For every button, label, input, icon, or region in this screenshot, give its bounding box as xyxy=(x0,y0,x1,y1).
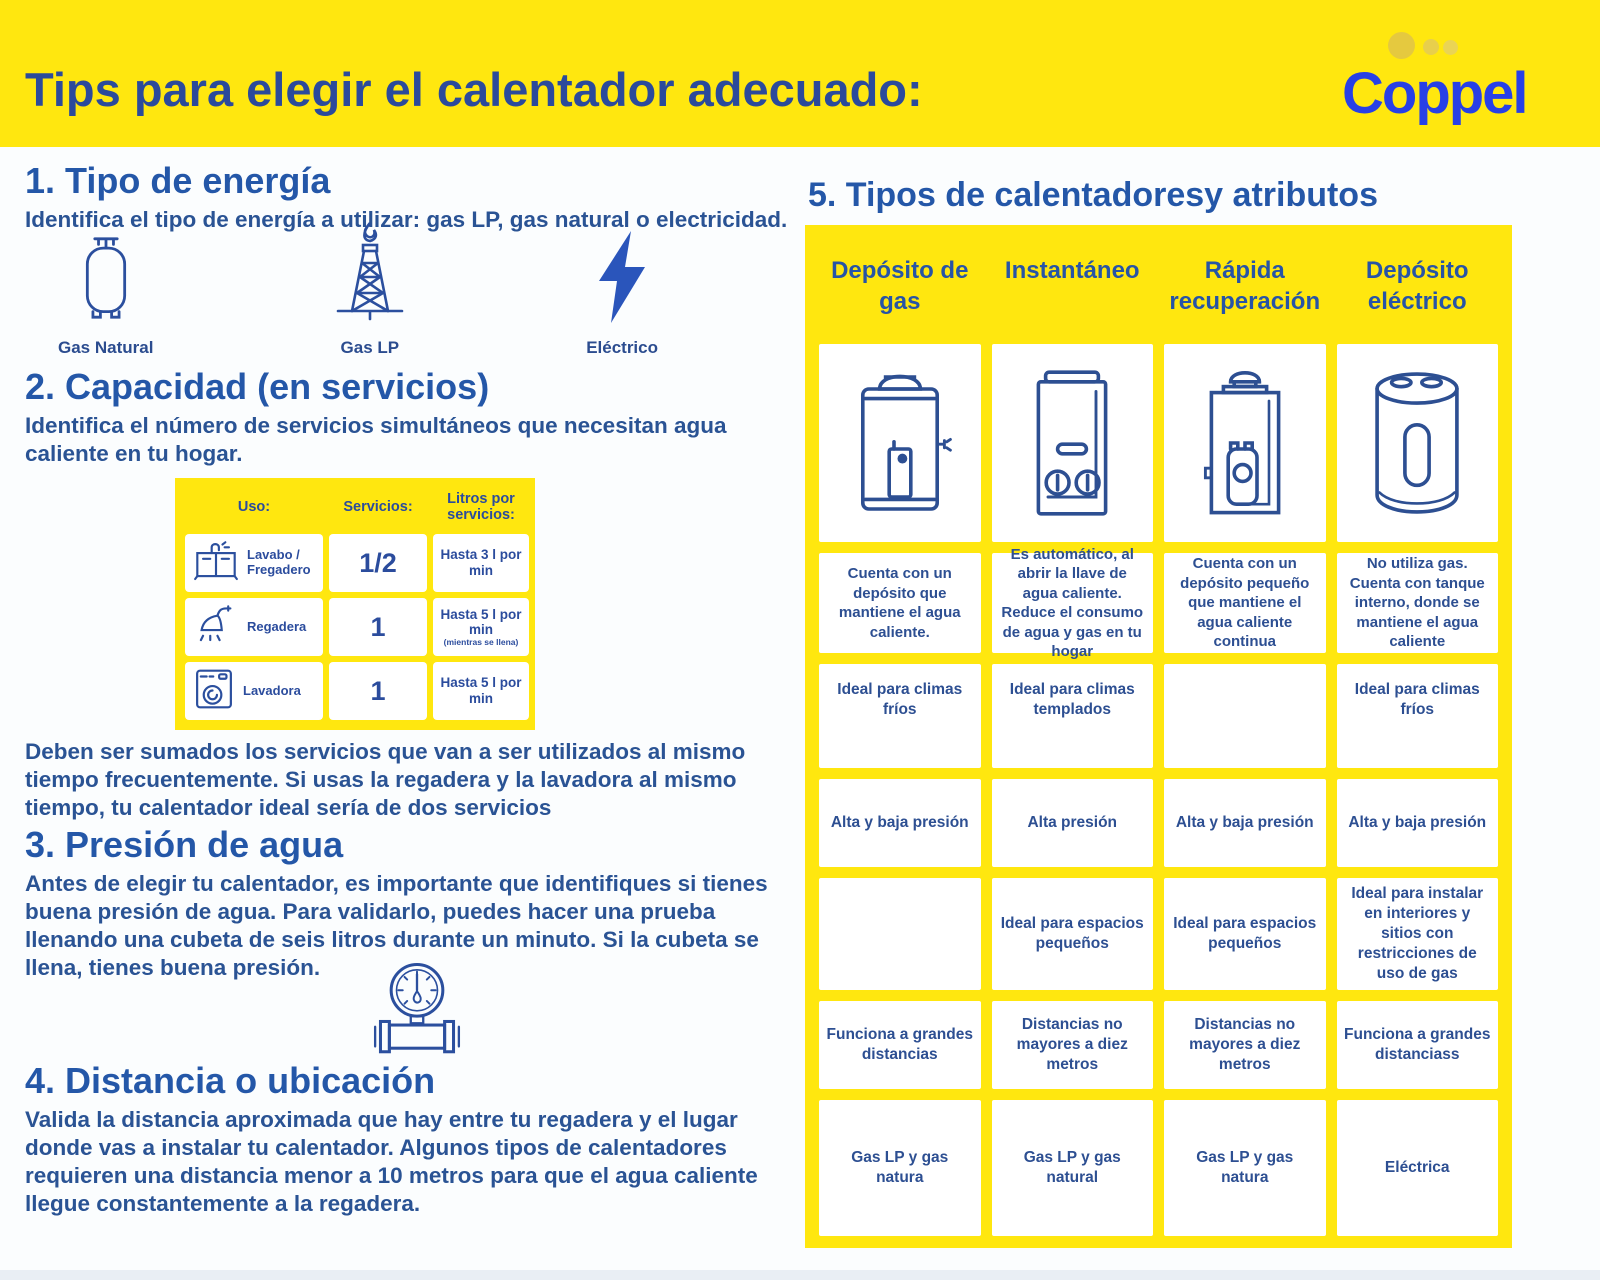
section4-body: Valida la distancia aproximada que hay entre tu regadera y el lugar donde vas a instalar tu calentador. Algunos tipos de calentadores requieren una distancia menor a 10 metros para que el agua caliente llegue constantemente a la regadera. xyxy=(25,1107,758,1216)
use-label: Regadera xyxy=(247,618,307,634)
section1-title: 1. Tipo de energía xyxy=(25,160,331,201)
lightning-icon xyxy=(591,229,653,338)
pressure-gauge-icon xyxy=(368,958,466,1065)
table-cell: Distancias no mayores a diez metros xyxy=(1164,1001,1326,1089)
shower-icon xyxy=(193,604,239,651)
table-cell: Alta y baja presión xyxy=(819,779,981,867)
use-label: Lavadora xyxy=(243,682,301,698)
table-cell: Distancias no mayores a diez metros xyxy=(992,1001,1154,1089)
table-row-use-cell xyxy=(185,598,323,656)
table-cell: Funciona a grandes distanciass xyxy=(1337,1001,1499,1089)
table-cell: No utiliza gas. Cuenta con tanque interno, donde se mantiene el agua caliente xyxy=(1337,553,1499,653)
coppel-logo xyxy=(1330,28,1540,138)
liters-note: (mientras se llena) xyxy=(443,636,519,647)
logo-wordmark: Coppel xyxy=(1342,61,1527,126)
section4-title: 4. Distancia o ubicación xyxy=(25,1060,436,1101)
table-cell: Es automático, al abrir la llave de agua caliente. Reduce el consumo de agua y gas en tu hogar xyxy=(992,553,1154,653)
table-row-services-cell: 1 xyxy=(329,598,427,656)
section2-note: Deben ser sumados los servicios que van a ser utilizados al mismo tiempo frecuentemente. Si usas la regadera y la lavadora al mismo tiempo, tu calentador ideal sería de dos servicios xyxy=(25,739,746,820)
header-banner xyxy=(0,0,1600,147)
capacity-table xyxy=(175,478,535,730)
table-row-liters-cell xyxy=(433,662,529,720)
use-label: Lavabo / Fregadero xyxy=(247,547,311,577)
liters-label: Hasta 5 l por min xyxy=(440,675,522,706)
energy-label: Eléctrico xyxy=(586,338,658,357)
heater-col-header: Depósito eléctrico xyxy=(1365,257,1469,316)
capacity-col-header: Litros por servicios: xyxy=(447,491,515,523)
section3-body: Antes de elegir tu calentador, es importante que identifiques si tienes buena presión de agua. Para validarlo, puedes hacer una prueba llenando una cubeta de seis litros durante un minuto. Si la cubeta se llena, tienes buena presión. xyxy=(25,871,768,980)
table-cell: Gas LP y gas natura xyxy=(1164,1100,1326,1236)
heater-col-header: Instantáneo xyxy=(1004,257,1140,284)
table-cell: Alta y baja presión xyxy=(1164,779,1326,867)
section5-title: 5. Tipos de calentadoresy atributos xyxy=(808,176,1378,214)
washer-icon xyxy=(193,667,235,716)
capacity-col-header: Uso: xyxy=(237,499,271,516)
logo-dot-icon xyxy=(1388,32,1415,59)
section1-subtitle: Identifica el tipo de energía a utilizar: gas LP, gas natural o electricidad. xyxy=(25,207,788,232)
energy-types-row xyxy=(58,240,658,358)
energy-label: Gas LP xyxy=(340,338,400,357)
page-title: Tips para elegir el calentador adecuado: xyxy=(25,63,923,116)
instant-heater-icon xyxy=(992,344,1154,542)
table-row-use-cell xyxy=(185,534,323,592)
energy-item-gas-lp xyxy=(334,240,406,358)
table-row-liters-cell xyxy=(433,598,529,656)
table-cell: Gas LP y gas natural xyxy=(992,1100,1154,1236)
capacity-col-header: Servicios: xyxy=(343,499,413,516)
table-row-services-cell: 1/2 xyxy=(329,534,427,592)
energy-label: Gas Natural xyxy=(58,338,154,357)
table-cell: Ideal para climas fríos xyxy=(819,664,981,768)
page-bottom-edge xyxy=(0,1270,1600,1280)
liters-label: Hasta 5 l por min xyxy=(440,606,522,638)
logo-dot-icon xyxy=(1423,39,1439,55)
table-cell xyxy=(1164,664,1326,768)
table-cell: Cuenta con un depósito que mantiene el agua caliente. xyxy=(819,553,981,653)
table-cell: Ideal para climas templados xyxy=(992,664,1154,768)
table-row-services-cell: 1 xyxy=(329,662,427,720)
sink-icon xyxy=(193,540,239,587)
energy-item-electrico xyxy=(586,240,658,358)
table-cell: Cuenta con un depósito pequeño que mantiene el agua caliente continua xyxy=(1164,553,1326,653)
table-row-use-cell xyxy=(185,662,323,720)
logo-dot-icon xyxy=(1443,40,1458,55)
heater-col-header: Depósito de gas xyxy=(831,257,969,316)
tank-heater-icon xyxy=(819,344,981,542)
gas-tank-icon xyxy=(78,231,134,338)
electric-deposit-heater-icon xyxy=(1337,344,1499,542)
liters-label: Hasta 3 l por min xyxy=(440,547,522,578)
table-cell: Ideal para espacios pequeños xyxy=(992,878,1154,990)
energy-item-gas-natural xyxy=(58,240,153,358)
heater-types-table xyxy=(805,225,1512,1248)
section2-title: 2. Capacidad (en servicios) xyxy=(25,366,490,407)
table-cell: Ideal para espacios pequeños xyxy=(1164,878,1326,990)
section2-subtitle: Identifica el número de servicios simultáneos que necesitan agua caliente en tu hogar. xyxy=(25,413,727,466)
rapid-recovery-heater-icon xyxy=(1164,344,1326,542)
table-cell: Ideal para climas fríos xyxy=(1337,664,1499,768)
gas-derrick-icon xyxy=(334,221,406,338)
table-cell: Ideal para instalar en interiores y sitios con restricciones de uso de gas xyxy=(1337,878,1499,990)
table-cell: Alta y baja presión xyxy=(1337,779,1499,867)
table-cell: Gas LP y gas natura xyxy=(819,1100,981,1236)
table-cell xyxy=(819,878,981,990)
table-cell: Alta presión xyxy=(992,779,1154,867)
table-cell: Eléctrica xyxy=(1337,1100,1499,1236)
section3-title: 3. Presión de agua xyxy=(25,824,344,865)
table-row-liters-cell xyxy=(433,534,529,592)
heater-col-header: Rápida recuperación xyxy=(1169,257,1321,316)
table-cell: Funciona a grandes distancias xyxy=(819,1001,981,1089)
